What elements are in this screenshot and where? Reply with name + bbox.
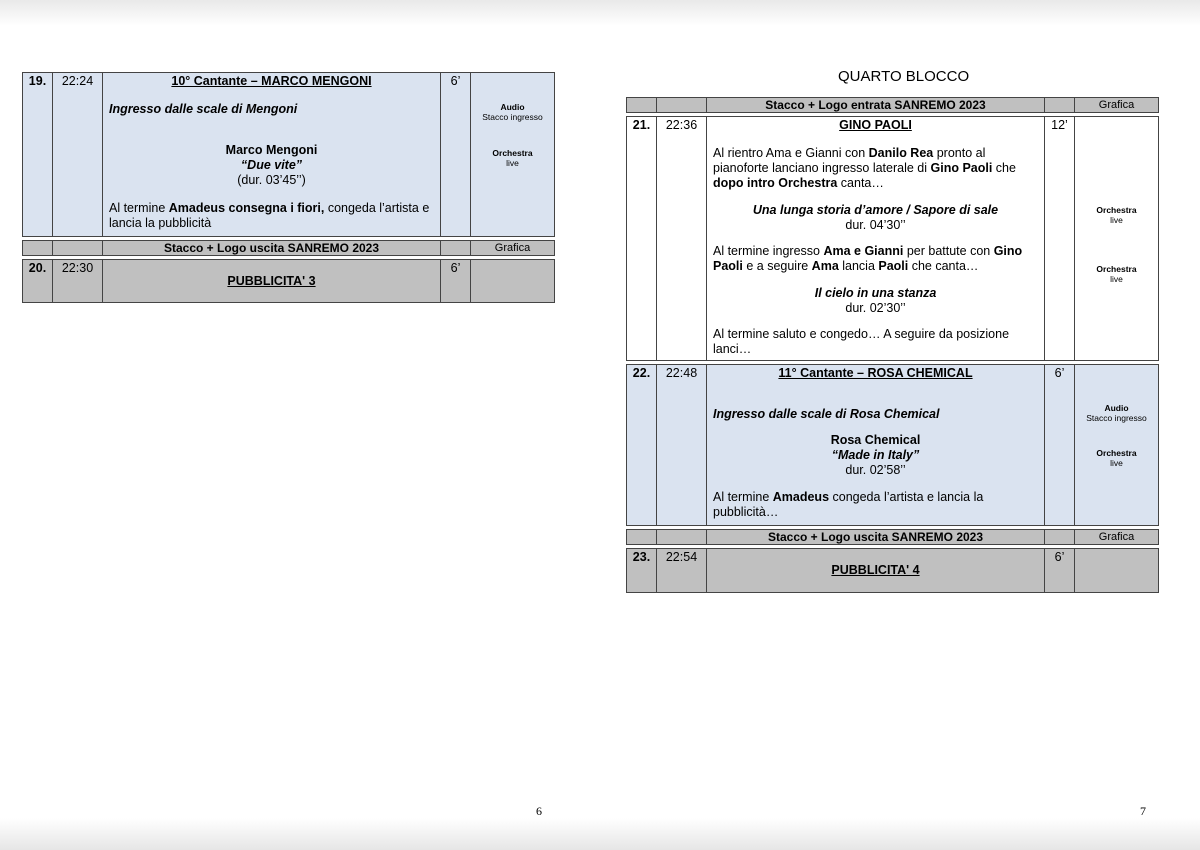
row-duration: 6’ [441,73,471,237]
transition-note: Al termine ingresso Ama e Gianni per battute con Gino Paoli e a seguire Ama lancia Paoli che canta… [713,244,1023,273]
page-number: 7 [1140,804,1146,818]
closing-note: Al termine Amadeus congeda l’artista e lancia la pubblicità… [713,490,984,519]
row-number: 23. [627,549,657,593]
schedule-row-19 [23,73,555,237]
schedule-row-21 [627,117,1159,361]
row-tech-notes: Audio Stacco ingresso Orchestra live [471,73,555,237]
section-title: QUARTO BLOCCO [838,68,970,85]
schedule-row-22 [627,365,1159,526]
row-time: 22:36 [657,117,707,361]
ad-title: PUBBLICITA' 3 [227,274,316,288]
song-duration: (dur. 03’45’’) [237,173,306,187]
row-title: 11° Cantante – ROSA CHEMICAL [778,366,973,380]
right-schedule-table [626,97,1159,593]
song-duration: dur. 02’30’’ [845,301,906,315]
song-duration: dur. 04’30’’ [845,218,906,232]
entrance-note: Ingresso dalle scale di Rosa Chemical [713,407,940,421]
schedule-row-23 [627,549,1159,593]
song-title: “Made in Italy” [831,448,920,462]
row-number: 19. [23,73,53,237]
row-tech-notes: Orchestra live Orchestra live [1075,117,1159,361]
ad-title: PUBBLICITA' 4 [831,563,920,577]
row-description [103,73,441,237]
stacco-grafica: Grafica [1075,98,1159,113]
row-time: 22:48 [657,365,707,526]
row-description [707,365,1045,526]
stacco-row [627,530,1159,545]
schedule-row-20 [23,260,555,303]
song-title: Una lunga storia d’amore / Sapore di sale [752,203,999,217]
row-duration: 6’ [441,260,471,303]
row-title: GINO PAOLI [839,118,912,132]
intro-note: Al rientro Ama e Gianni con Danilo Rea pronto al pianoforte lanciano ingresso laterale di Gino Paoli che dopo intro Orchestra canta… [713,146,1016,190]
stacco-row [23,241,555,256]
row-duration: 6’ [1045,365,1075,526]
stacco-grafica: Grafica [1075,530,1159,545]
row-description [707,117,1045,361]
artist-name: Marco Mengoni [225,143,318,157]
stacco-label: Stacco + Logo uscita SANREMO 2023 [707,530,1045,545]
closing-note: Al termine Amadeus consegna i fiori, congeda l’artista e lancia la pubblicità [109,201,430,230]
row-number: 20. [23,260,53,303]
row-number: 21. [627,117,657,361]
stacco-row [627,98,1159,113]
left-schedule-table [22,72,555,303]
row-time: 22:30 [53,260,103,303]
stacco-grafica: Grafica [471,241,555,256]
page-number: 6 [536,804,542,818]
entrance-note: Ingresso dalle scale di Mengoni [109,102,298,116]
stacco-label: Stacco + Logo uscita SANREMO 2023 [103,241,441,256]
closing-note: Al termine saluto e congedo… A seguire da posizione lanci… [713,327,1010,356]
row-number: 22. [627,365,657,526]
row-duration: 6’ [1045,549,1075,593]
row-title: 10° Cantante – MARCO MENGONI [171,74,372,88]
artist-name: Rosa Chemical [830,433,921,447]
stacco-label: Stacco + Logo entrata SANREMO 2023 [707,98,1045,113]
song-title: “Due vite” [240,158,303,172]
row-tech-notes: Audio Stacco ingresso Orchestra live [1075,365,1159,526]
song-duration: dur. 02’58’’ [845,463,906,477]
song-title: Il cielo in una stanza [814,286,937,300]
row-time: 22:24 [53,73,103,237]
row-time: 22:54 [657,549,707,593]
row-duration: 12’ [1045,117,1075,361]
